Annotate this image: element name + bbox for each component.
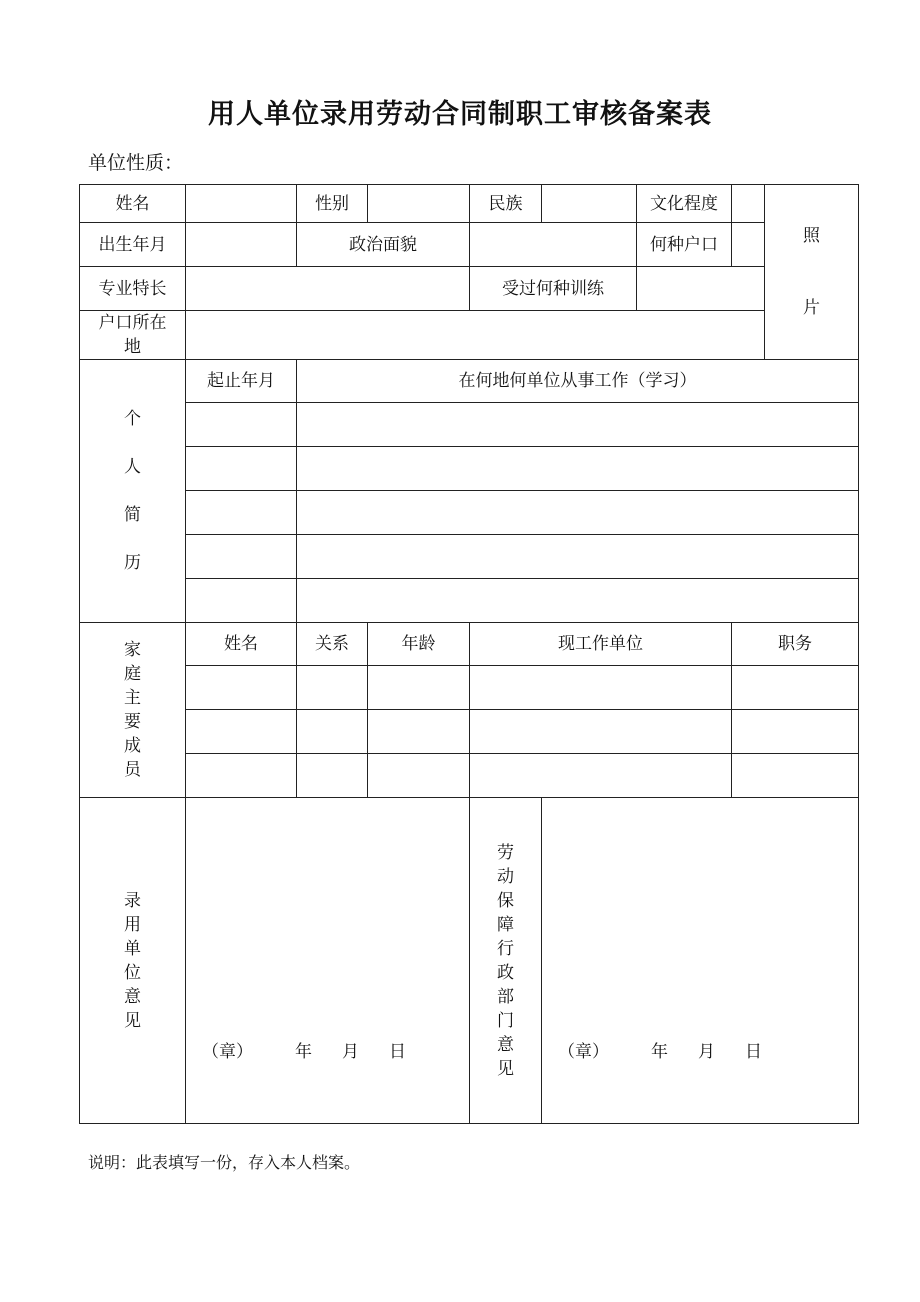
family-age-field[interactable]	[368, 754, 470, 798]
resume-section-label: 个人简历	[80, 360, 186, 623]
resume-work-field[interactable]	[297, 447, 859, 491]
labor-dept-month-text: 月	[698, 1042, 715, 1062]
family-age-field[interactable]	[368, 666, 470, 710]
labor-dept-year-text: 年	[651, 1042, 668, 1062]
ethnicity-label: 民族	[470, 185, 542, 223]
hukou-type-field[interactable]	[732, 223, 765, 267]
specialty-field[interactable]	[186, 267, 470, 311]
family-workplace-header: 现工作单位	[470, 623, 732, 666]
political-status-field[interactable]	[470, 223, 637, 267]
employer-month-text: 月	[342, 1042, 359, 1062]
photo-label: 照片	[802, 226, 820, 318]
resume-period-field[interactable]	[186, 447, 297, 491]
registration-form-table	[79, 184, 859, 1124]
family-age-header: 年龄	[368, 623, 470, 666]
footnote: 说明：此表填写一份，存入本人档案。	[88, 1153, 361, 1172]
labor-dept-stamp-line	[558, 1040, 762, 1064]
family-position-field[interactable]	[732, 710, 859, 754]
employer-opinion-field[interactable]	[186, 798, 470, 1124]
opinions-row	[80, 798, 859, 1124]
gender-field[interactable]	[368, 185, 470, 223]
family-relation-field[interactable]	[297, 710, 368, 754]
resume-period-field[interactable]	[186, 403, 297, 447]
unit-nature-label: 单位性质：	[88, 152, 184, 174]
training-label: 受过何种训练	[470, 267, 637, 311]
labor-dept-day-text: 日	[745, 1042, 762, 1062]
family-name-field[interactable]	[186, 710, 297, 754]
resume-work-field[interactable]	[297, 491, 859, 535]
family-workplace-field[interactable]	[470, 666, 732, 710]
resume-header-row	[80, 360, 859, 403]
labor-dept-opinion-label: 劳动保障行政部门意见	[470, 798, 542, 1124]
family-header-row	[80, 623, 859, 666]
family-row	[80, 666, 859, 710]
hukou-location-label: 户口所在地	[80, 311, 186, 360]
resume-work-field[interactable]	[297, 535, 859, 579]
employer-day-text: 日	[389, 1042, 406, 1062]
employer-opinion-label: 录用单位意见	[80, 798, 186, 1124]
family-relation-field[interactable]	[297, 754, 368, 798]
basic-row-1	[80, 185, 859, 223]
ethnicity-field[interactable]	[542, 185, 637, 223]
family-name-field[interactable]	[186, 666, 297, 710]
family-workplace-field[interactable]	[470, 754, 732, 798]
employer-year-text: 年	[295, 1042, 312, 1062]
name-field[interactable]	[186, 185, 297, 223]
birth-date-field[interactable]	[186, 223, 297, 267]
labor-dept-opinion-field[interactable]	[542, 798, 859, 1124]
family-name-field[interactable]	[186, 754, 297, 798]
resume-work-field[interactable]	[297, 403, 859, 447]
employer-seal-text: （章）	[202, 1042, 253, 1062]
political-status-label: 政治面貌	[297, 223, 470, 267]
family-row	[80, 754, 859, 798]
family-position-header: 职务	[732, 623, 859, 666]
employer-stamp-line	[202, 1040, 406, 1064]
resume-work-field[interactable]	[297, 579, 859, 623]
family-age-field[interactable]	[368, 710, 470, 754]
photo-box[interactable]	[765, 185, 859, 360]
resume-row	[80, 403, 859, 447]
gender-label: 性别	[297, 185, 368, 223]
resume-row	[80, 579, 859, 623]
family-relation-field[interactable]	[297, 666, 368, 710]
family-position-field[interactable]	[732, 754, 859, 798]
resume-period-header: 起止年月	[186, 360, 297, 403]
training-field[interactable]	[637, 267, 765, 311]
resume-row	[80, 447, 859, 491]
specialty-label: 专业特长	[80, 267, 186, 311]
education-field[interactable]	[732, 185, 765, 223]
resume-row	[80, 535, 859, 579]
family-position-field[interactable]	[732, 666, 859, 710]
labor-dept-seal-text: （章）	[558, 1042, 609, 1062]
resume-period-field[interactable]	[186, 491, 297, 535]
hukou-type-label: 何种户口	[637, 223, 732, 267]
family-name-header: 姓名	[186, 623, 297, 666]
family-section-label: 家庭主要成员	[80, 623, 186, 798]
resume-period-field[interactable]	[186, 579, 297, 623]
family-workplace-field[interactable]	[470, 710, 732, 754]
resume-row	[80, 491, 859, 535]
education-label: 文化程度	[637, 185, 732, 223]
family-row	[80, 710, 859, 754]
hukou-location-field[interactable]	[186, 311, 765, 360]
resume-work-header: 在何地何单位从事工作（学习）	[297, 360, 859, 403]
basic-row-3	[80, 267, 859, 311]
resume-period-field[interactable]	[186, 535, 297, 579]
basic-row-4	[80, 311, 859, 360]
form-title: 用人单位录用劳动合同制职工审核备案表	[208, 99, 712, 130]
name-label: 姓名	[80, 185, 186, 223]
birth-date-label: 出生年月	[80, 223, 186, 267]
family-relation-header: 关系	[297, 623, 368, 666]
basic-row-2	[80, 223, 859, 267]
